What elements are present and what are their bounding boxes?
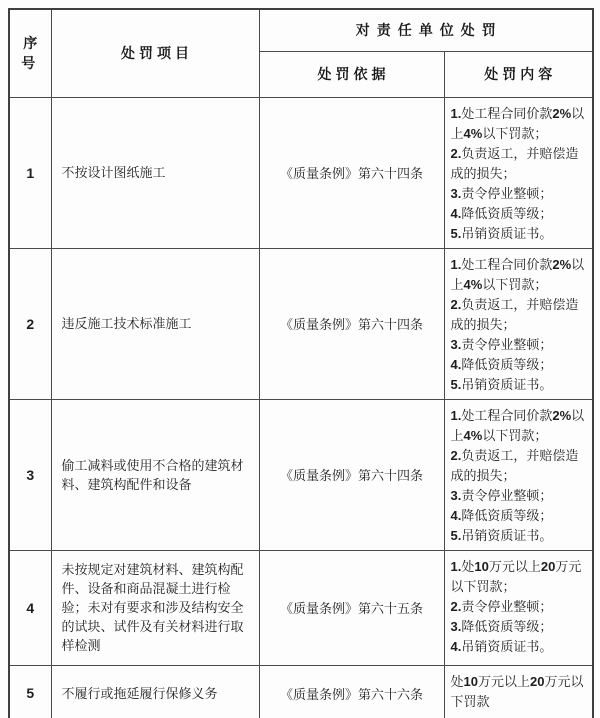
penalty-item-cell: 违反施工技术标准施工 (51, 248, 259, 399)
penalty-content-line: 5.吊销资质证书。 (450, 376, 553, 392)
penalty-basis-cell: 《质量条例》第六十四条 (259, 399, 444, 550)
penalty-content-line: 4.降低资质等级； (450, 356, 553, 372)
table-row (9, 97, 593, 248)
penalty-content-line: 5.吊销资质证书。 (450, 527, 553, 543)
penalty-content-line: 2.负责返工，并赔偿造成的损失； (450, 447, 579, 483)
penalty-item-cell: 未按规定对建筑材料、建筑构配件、设备和商品混凝土进行检验；未对有要求和涉及结构安全的试块、试件及有关材料进行取样检测 (51, 550, 259, 665)
header-cell-item: 处罚项目 (51, 9, 259, 97)
penalty-item-cell: 不按设计图纸施工 (51, 97, 259, 248)
penalty-content-line: 3.责令停业整顿； (450, 185, 553, 201)
penalty-content-line: 3.责令停业整顿； (450, 487, 553, 503)
penalty-content-line: 2.负责返工，并赔偿造成的损失； (450, 145, 579, 181)
table-header (9, 9, 593, 97)
row-number-cell: 1 (9, 97, 51, 248)
penalty-basis-cell: 《质量条例》第六十六条 (259, 665, 444, 718)
penalty-content-line: 处10万元以上20万元以下罚款 (450, 674, 584, 710)
row-number-cell: 5 (9, 665, 51, 718)
penalty-content-cell (444, 665, 593, 718)
penalty-content-line: 2.负责返工，并赔偿造成的损失； (450, 296, 579, 332)
penalty-content-line: 1.处工程合同价款2%以上4%以下罚款； (450, 256, 585, 292)
penalty-content-line: 5.吊销资质证书。 (450, 225, 553, 241)
penalty-content-cell (444, 550, 593, 665)
penalty-table (8, 8, 594, 718)
penalty-content-cell (444, 248, 593, 399)
header-cell-basis: 处罚依据 (259, 51, 444, 97)
penalty-content-line: 4.降低资质等级； (450, 507, 553, 523)
header-cell-content: 处罚内容 (444, 51, 593, 97)
penalty-content-line: 1.处工程合同价款2%以上4%以下罚款； (450, 105, 585, 141)
table-row (9, 550, 593, 665)
header-cell-no: 序号 (9, 9, 51, 97)
table-row (9, 399, 593, 550)
penalty-content-cell (444, 97, 593, 248)
penalty-content-line: 3.责令停业整顿； (450, 336, 553, 352)
penalty-basis-cell: 《质量条例》第六十四条 (259, 97, 444, 248)
table-row (9, 248, 593, 399)
penalty-content-line: 3.降低资质等级； (450, 618, 553, 634)
penalty-basis-cell: 《质量条例》第六十四条 (259, 248, 444, 399)
row-number-cell: 3 (9, 399, 51, 550)
row-number-cell: 4 (9, 550, 51, 665)
header-cell-group: 对责任单位处罚 (259, 9, 593, 51)
table-body (9, 97, 593, 718)
penalty-content-line: 4.吊销资质证书。 (450, 638, 553, 654)
penalty-basis-cell: 《质量条例》第六十五条 (259, 550, 444, 665)
penalty-item-cell: 不履行或拖延履行保修义务 (51, 665, 259, 718)
penalty-item-cell: 偷工减料或使用不合格的建筑材料、建筑构配件和设备 (51, 399, 259, 550)
penalty-content-line: 1.处10万元以上20万元以下罚款； (450, 558, 582, 594)
penalty-content-line: 1.处工程合同价款2%以上4%以下罚款； (450, 407, 585, 443)
penalty-content-line: 2.责令停业整顿； (450, 598, 553, 614)
table-row (9, 665, 593, 718)
penalty-content-cell (444, 399, 593, 550)
row-number-cell: 2 (9, 248, 51, 399)
penalty-content-line: 4.降低资质等级； (450, 205, 553, 221)
